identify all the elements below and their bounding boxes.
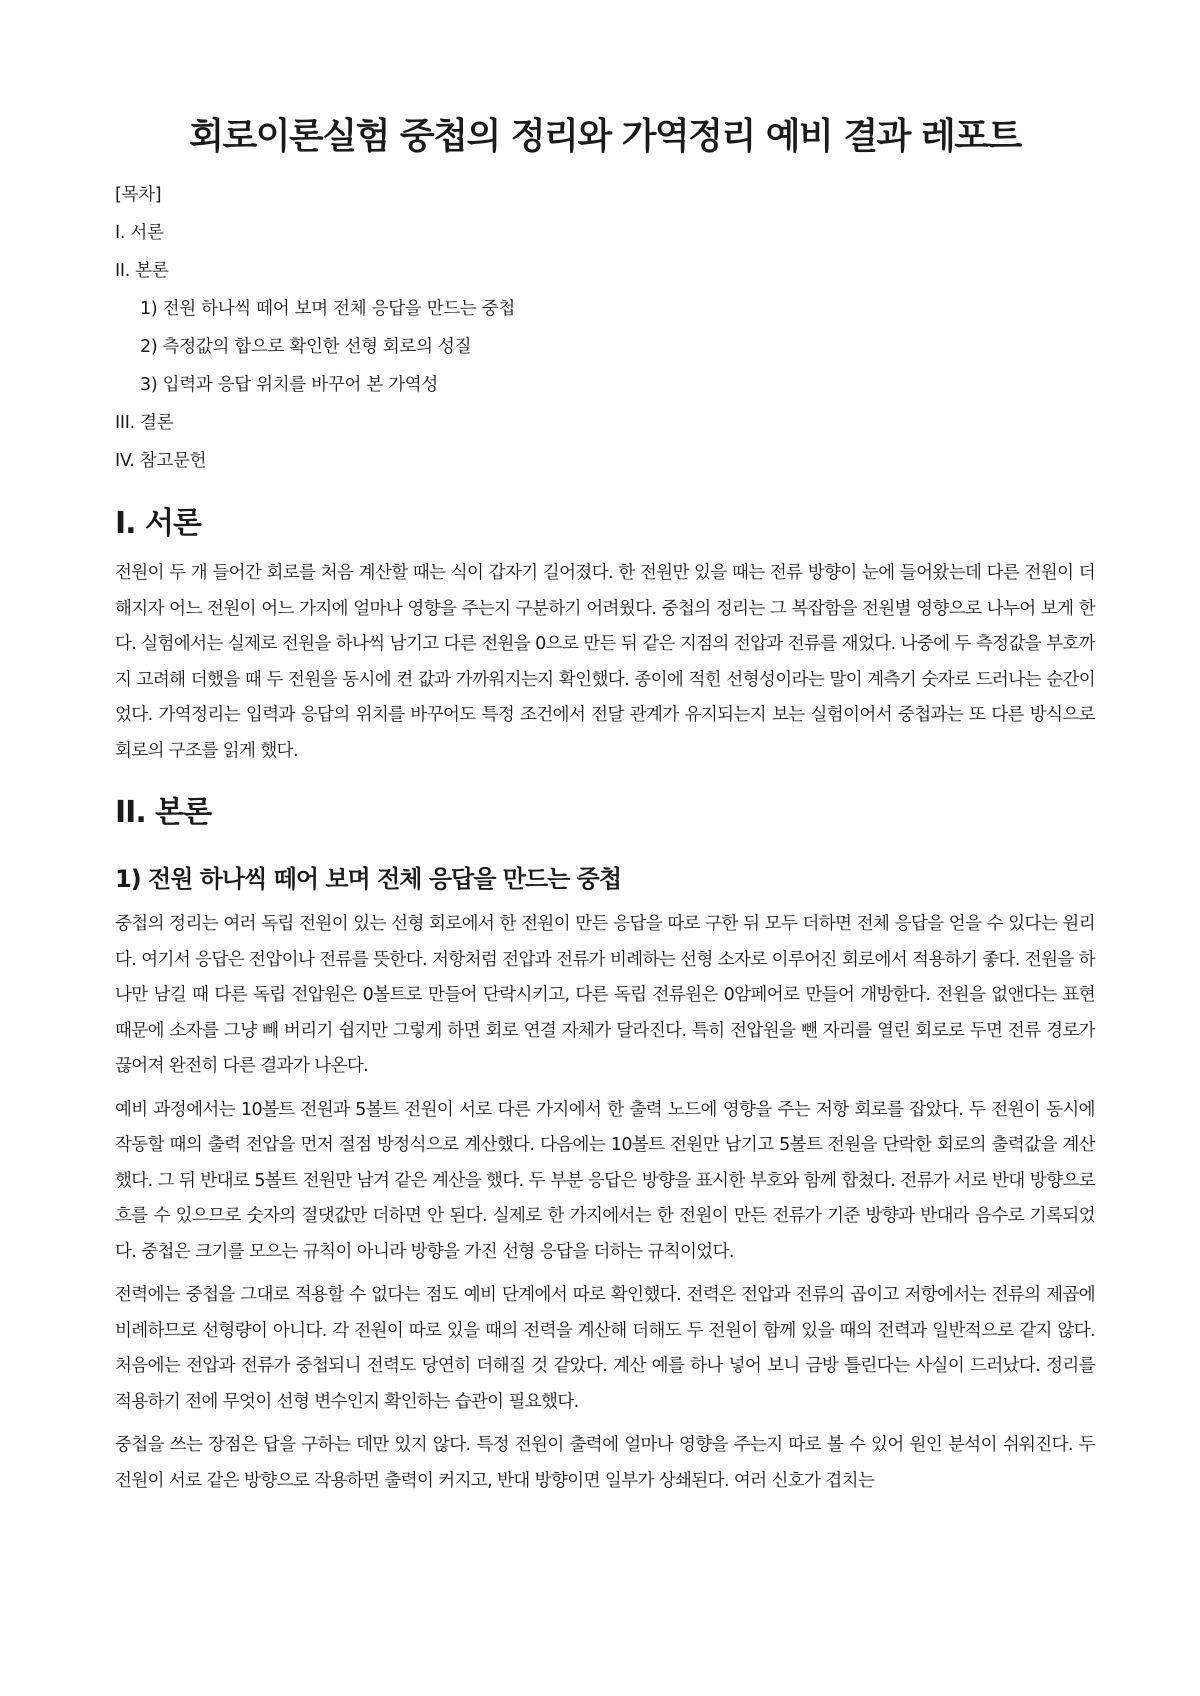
- toc-item-body-sub1: 1) 전원 하나씩 떼어 보며 전체 응답을 만드는 중첩: [140, 299, 515, 319]
- toc-item-conclusion: III. 결론: [115, 413, 174, 433]
- body-paragraph: 예비 과정에서는 10볼트 전원과 5볼트 전원이 서로 다른 가지에서 한 출력 노드에 영향을 주는 저항 회로를 잡았다. 두 전원이 동시에 작동할 때의 출력 전압을 먼저 절점 방정식으로 계산했다. 다음에는 10볼트 전원만 남기고 5볼트 전원을 단락한 회로의 출력값을 계산했다. 그 뒤 반대로 5볼트 전원만 남겨 같은 계산을 했다. 두 부분 응답은 방향을 표시한 부호와 함께 합쳤다. 전류가 서로 반대 방향으로 흐를 수 있으므로 숫자의 절댓값만 더하면 안 된다. 실제로 한 가지에서는 한 전원이 만든 전류가 기준 방향과 반대라 음수로 기록되었다. 중첩은 크기를 모으는 규칙이 아니라 방향을 가진 선형 응답을 더하는 규칙이었다.: [115, 1099, 1095, 1262]
- toc-heading: [목차]: [115, 185, 162, 205]
- toc-item-introduction: I. 서론: [115, 223, 164, 243]
- section-heading-introduction: I. 서론: [115, 506, 201, 541]
- subsection-heading-superposition: 1) 전원 하나씩 떼어 보며 전체 응답을 만드는 중첩: [115, 865, 622, 893]
- section-heading-body: II. 본론: [115, 795, 212, 830]
- body-paragraph: 중첩을 쓰는 장점은 답을 구하는 데만 있지 않다. 특정 전원이 출력에 얼마나 영향을 주는지 따로 볼 수 있어 원인 분석이 쉬워진다. 두 전원이 서로 같은 방향으로 작용하면 출력이 커지고, 반대 방향이면 일부가 상쇄된다. 여러 신호가 겹치는: [115, 1435, 1095, 1491]
- document-title: 회로이론실험 중첩의 정리와 가역정리 예비 결과 레포트: [189, 116, 1021, 157]
- toc-item-body: II. 본론: [115, 261, 169, 281]
- toc-item-body-sub2: 2) 측정값의 합으로 확인한 선형 회로의 성질: [140, 337, 472, 357]
- body-paragraph: 중첩의 정리는 여러 독립 전원이 있는 선형 회로에서 한 전원이 만든 응답을 따로 구한 뒤 모두 더하면 전체 응답을 얻을 수 있다는 원리다. 여기서 응답은 전압이나 전류를 뜻한다. 저항처럼 전압과 전류가 비례하는 선형 소자로 이루어진 회로에서 적용하기 좋다. 전원을 하나만 남길 때 다른 독립 전압원은 0볼트로 만들어 단락시키고, 다른 독립 전류원은 0암페어로 만들어 개방한다. 전원을 없앤다는 표현 때문에 소자를 그냥 빼 버리기 쉽지만 그렇게 하면 회로 연결 자체가 달라진다. 특히 전압원을 뺀 자리를 열린 회로로 두면 전류 경로가 끊어져 완전히 다른 결과가 나온다.: [115, 914, 1095, 1076]
- introduction-paragraph: 전원이 두 개 들어간 회로를 처음 계산할 때는 식이 갑자기 길어졌다. 한 전원만 있을 때는 전류 방향이 눈에 들어왔는데 다른 전원이 더해지자 어느 전원이 어느 가지에 얼마나 영향을 주는지 구분하기 어려웠다. 중첩의 정리는 그 복잡함을 전원별 영향으로 나누어 보게 한다. 실험에서는 실제로 전원을 하나씩 남기고 다른 전원을 0으로 만든 뒤 같은 지점의 전압과 전류를 재었다. 나중에 두 측정값을 부호까지 고려해 더했을 때 두 전원을 동시에 켠 값과 가까워지는지 확인했다. 종이에 적힌 선형성이라는 말이 계측기 숫자로 드러나는 순간이었다. 가역정리는 입력과 응답의 위치를 바꾸어도 특정 조건에서 전달 관계가 유지되는지 보는 실험이어서 중첩과는 또 다른 방식으로 회로의 구조를 읽게 했다.: [115, 563, 1095, 761]
- toc-item-references: IV. 참고문헌: [115, 451, 207, 471]
- toc-item-body-sub3: 3) 입력과 응답 위치를 바꾸어 본 가역성: [140, 375, 439, 395]
- body-paragraph: 전력에는 중첩을 그대로 적용할 수 없다는 점도 예비 단계에서 따로 확인했다. 전력은 전압과 전류의 곱이고 저항에서는 전류의 제곱에 비례하므로 선형량이 아니다. 각 전원이 따로 있을 때의 전력을 계산해 더해도 두 전원이 함께 있을 때의 전력과 일반적으로 같지 않다. 처음에는 전압과 전류가 중첩되니 전력도 당연히 더해질 것 같았다. 계산 예를 하나 넣어 보니 금방 틀린다는 사실이 드러났다. 정리를 적용하기 전에 무엇이 선형 변수인지 확인하는 습관이 필요했다.: [115, 1285, 1095, 1412]
- table-of-contents: [115, 176, 1095, 480]
